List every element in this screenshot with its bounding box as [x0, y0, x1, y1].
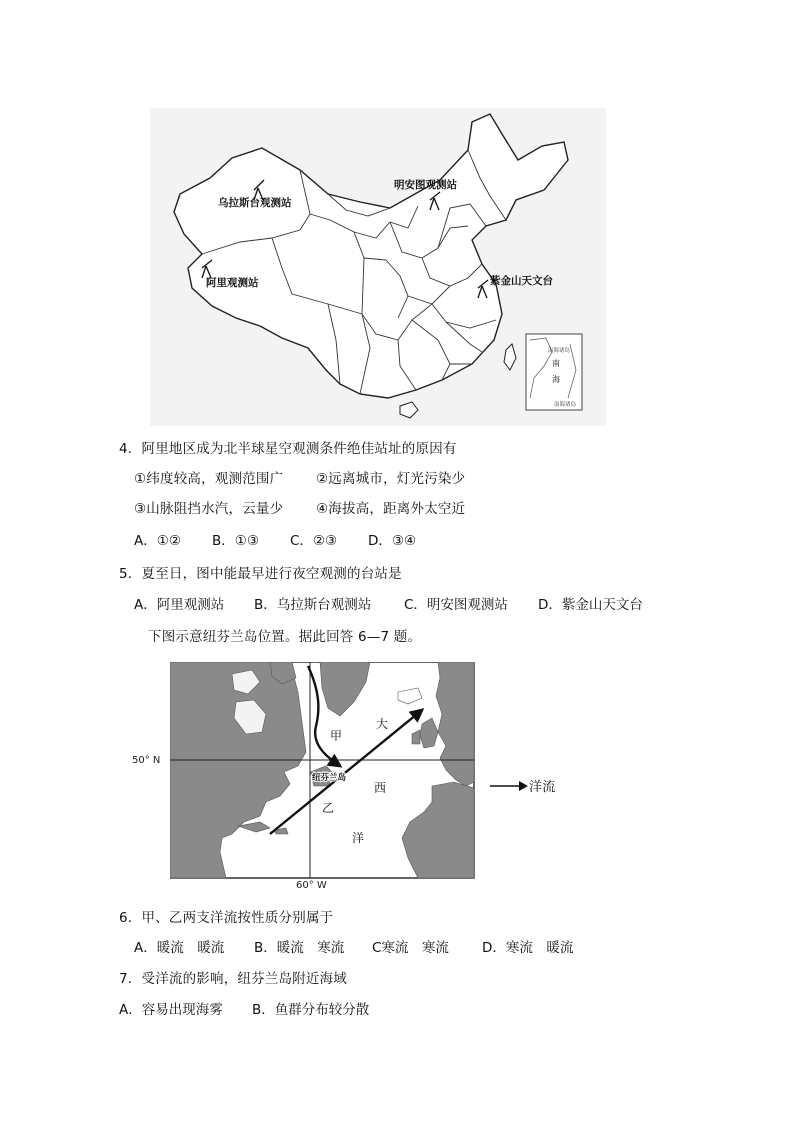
label-da: 大	[376, 717, 389, 731]
intro-text: 下图示意纽芬兰岛位置。据此回答 6—7 题。	[148, 629, 422, 645]
station-label-urumqi: 乌拉斯台观测站	[218, 197, 292, 209]
q5-option-a: A．阿里观测站	[134, 597, 225, 613]
legend-arrow-icon	[489, 779, 529, 793]
q7-stem: 7．受洋流的影响，纽芬兰岛附近海域	[119, 971, 347, 987]
latitude-label: 50° N	[132, 755, 161, 766]
label-jia: 甲	[330, 729, 343, 743]
label-yi: 乙	[322, 801, 335, 815]
q4-option-d: D．③④	[368, 533, 417, 549]
inset-label-nan: 南	[552, 359, 560, 368]
legend-label: 洋流	[529, 780, 556, 795]
q5-option-b: B．乌拉斯台观测站	[254, 597, 372, 613]
label-xi: 西	[374, 781, 387, 795]
inset-label-bottom: 南海诸岛	[554, 402, 577, 408]
station-label-mingantu: 明安图观测站	[394, 179, 457, 191]
q4-option-a: A．①②	[134, 533, 181, 549]
inset-label-hai: 海	[552, 375, 560, 384]
q4-option-c: C．②③	[290, 533, 338, 549]
q7-option-a: A．容易出现海雾	[119, 1002, 223, 1018]
q5-option-d: D．紫金山天文台	[538, 597, 643, 613]
q4-item-3: ③山脉阻挡水汽，云量少	[134, 501, 284, 517]
q4-item-1: ①纬度较高，观测范围广	[134, 471, 284, 487]
q6-option-d: D．寒流 暖流	[482, 940, 574, 956]
q6-option-c: C寒流 寒流	[372, 940, 449, 956]
q4-stem: 4．阿里地区成为北半球星空观测条件绝佳站址的原因有	[119, 441, 457, 457]
q4-item-4: ④海拔高，距离外太空近	[316, 501, 466, 517]
longitude-label: 60° W	[296, 880, 327, 891]
inset-label-top: 南海诸岛	[548, 348, 571, 354]
south-china-sea-inset	[526, 334, 582, 410]
q4-option-b: B．①③	[212, 533, 259, 549]
station-label-ali: 阿里观测站	[206, 277, 259, 289]
station-label-zijinshan: 紫金山天文台	[490, 275, 553, 287]
q4-item-2: ②远离城市，灯光污染少	[316, 471, 466, 487]
label-newfoundland: 纽芬兰岛	[312, 773, 347, 783]
china-map	[150, 108, 606, 426]
q6-option-a: A．暖流 暖流	[134, 940, 225, 956]
q6-option-b: B．暖流 寒流	[254, 940, 345, 956]
label-yang: 洋	[352, 831, 365, 845]
q5-stem: 5．夏至日，图中能最早进行夜空观测的台站是	[119, 566, 402, 582]
q7-option-b: B．鱼群分布较分散	[252, 1002, 370, 1018]
q6-stem: 6．甲、乙两支洋流按性质分别属于	[119, 910, 334, 926]
q5-option-c: C．明安图观测站	[404, 597, 508, 613]
atlantic-map	[170, 662, 476, 880]
